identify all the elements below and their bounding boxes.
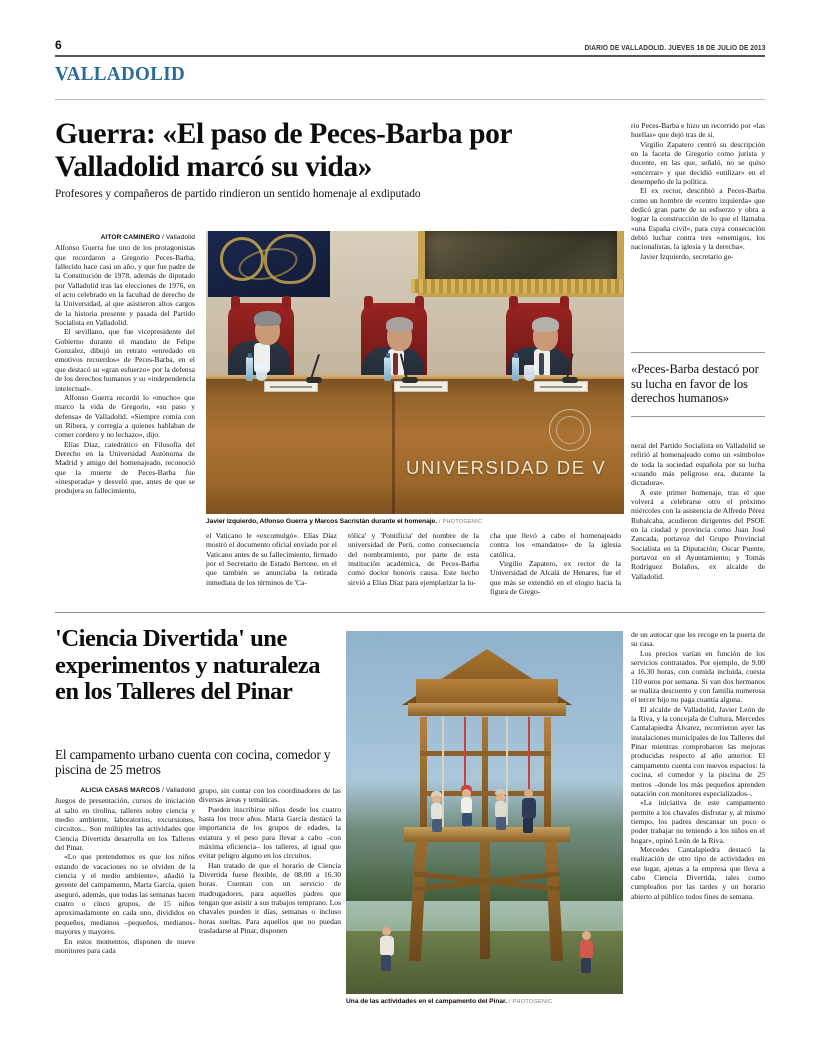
photo-water-glass (256, 365, 267, 381)
paragraph: Virgilio Zapatero centró su descripción en la faceta de Gregorio como jurista y docente, en las que, señaló, no se quiso «encerrar» y que decidió «utilizar» en el desempeño de la política. (631, 139, 765, 187)
byline-author: AITOR CAMINERO (100, 234, 161, 241)
photo-water-bottle (384, 357, 391, 381)
photo-microphone-base (402, 377, 418, 383)
article-1-column-right-bottom (631, 441, 765, 581)
photo-university-sign-text: UNIVERSIDAD DE V (406, 457, 607, 478)
article-1-headline[interactable]: Guerra: «El paso de Peces-Barba por Valladolid marcó su vida» (55, 118, 512, 183)
paragraph: Elías Díaz, catedrático en Filosofía del Derecho en la Universidad Autónoma de Madrid y amigo del homenajeado, reconoció que la muerte de Peces-Barba fue «inesperada» y desveló que, antes de que se produjera su fallecimiento, (55, 439, 195, 496)
article-2-column-2 (199, 786, 341, 936)
paragraph: Alfonso Guerra fue uno de los protagonistas que recordaron a Gregorio Peces-Barba, fallecido hace casi un año, y que fue padre de la Constitución de 1978, además de diputado por Valladolid tras las elecciones de 1976, en el acto celebrado en la facultad de derecho de la Universidad, al que asistieron altos cargos de la historia presente y pasada del Partido Socialista en Valladolid. (55, 243, 195, 328)
photo-water-bottle (512, 357, 519, 381)
photo-tower-post (544, 717, 551, 829)
byline-author: ALICIA CASAS MARCOS (80, 787, 161, 794)
article-1-column-right-top (631, 121, 765, 261)
article-1-subhead: Profesores y compañeros de partido rindieron un sentido homenaje al exdiputado (55, 188, 421, 200)
paragraph: El alcalde de Valladolid, Javier León de la Riva, y la concejala de Cultura, Mercedes Cantalapiedra Álvarez, recorrieron ayer las instalaciones municipales de los Talleres del Pinar mientras comprobaron las mejoras producidas respecto al año anterior. El campamento cuenta con nuevos espacios: la cocina, el comedor y la piscina de 25 metros –donde los más pequeños aprenden natación con monitores especializados–. (631, 704, 765, 798)
photo-heraldic-banner (208, 231, 330, 297)
article-2-column-right (631, 630, 765, 901)
photo-nameplate (534, 381, 588, 392)
photo-climbing-rope (506, 717, 508, 825)
section-underline-rule (55, 99, 765, 100)
byline-place: / Valladolid (162, 234, 195, 241)
article-1-byline (55, 233, 195, 242)
paragraph: tólica' y 'Pontificia' del nombre de la universidad de Perú, como consecuencia del nombramiento, por parte de esta institución académica, de Peces-Barba como doctor honoris causa. Este hecho sirvió a Elías Díaz para ejemplarizar la lu- (348, 531, 479, 587)
paragraph: «Lo que pretendemos es que los niños estando de vacaciones no se olviden de la ciencia y el medio ambiente», añadió la gerente del campamento, Marta García, quien aseguró, además, que todas las semanas hacen cuatro o cinco grupos, de 15 niños aproximadamente en cada uno, divididos en pequeños, medianos –pequeños, medianos- mayores y mayores. (55, 852, 195, 937)
article-1-pullquote: «Peces-Barba destacó por su lucha en favor de los derechos humanos» (631, 352, 765, 417)
photo-tower-upper-deck (408, 703, 566, 716)
caption-text: Una de las actividades en el campamento del Pinar. (346, 998, 508, 1005)
article-1-photo (206, 231, 624, 514)
photo-tower-roof-lower (416, 679, 558, 705)
photo-university-seal (549, 409, 591, 451)
photo-microphone-base (562, 377, 578, 383)
paragraph: Alfonso Guerra recordó lo «mucho» que marco la vida de Gregorio, «su paso y defensa» de Valladolid. «Siempre comía con un Ribera, y corregía a quienes hablaban de comer cordero y no lechazo», dijo. (55, 392, 195, 440)
article-2-column-1 (55, 786, 195, 955)
photo-tower-post (482, 717, 488, 829)
article-2-photo-caption (346, 998, 623, 1005)
publication-dateline: DIARIO DE VALLADOLID. JUEVES 18 DE JULIO DE 2013 (584, 43, 765, 52)
article-2-byline (55, 786, 195, 795)
paragraph: Los precios varían en función de los servicios contratados. Por ejemplo, de 9.00 a 16.30 horas, con comida incluida, cuesta 110 euros por semana. Si van dos hermanos se realiza descuento y con familia numerosa el tercer hijo no paga cuantía alguna. (631, 648, 765, 705)
paragraph: Virgilio Zapatero, ex rector de la Universidad de Alcalá de Henares, fue el que más se extendió en el elogio hacia la figura de Grego- (490, 559, 621, 597)
paragraph: Juegos de presentación, cursos de iniciación al salto en tirolina, talleres sobre ciencia y medio ambiente, laboratorios, excursiones, circuitos... Son múltiples las actividades que Ciencia Divertida desarrolla en los Talleres del Pinar. (55, 796, 195, 853)
paragraph: El ex rector, describió a Peces-Barba como un hombre de «centro izquierda» que dedicó gran parte de su esfuerzo y obra a lograr la construcción de lo que el llamaba «una España civil», para cuya consecución debió luchar contra tres «enemigos, los nacionalistas, la iglesia y la derecha». (631, 186, 765, 252)
article-2-photo (346, 631, 623, 994)
article-2-subhead: El campamento urbano cuenta con cocina, comedor y piscina de 25 metros (55, 747, 331, 778)
paragraph: neral del Partido Socialista en Valladolid se refirió al homenajeado como un «símbolo» de toda la sociedad española por su lucha «cuando más peligroso era, durante la dictadura». (631, 441, 765, 488)
section-title: VALLADOLID (55, 63, 186, 85)
article-1-column-1 (55, 233, 195, 496)
paragraph: Han tratado de que el horario de Ciencia Divertida fuese flexible, de 08.00 a 16.30 horas. Cuentan con un servicio de madrugadores, para aquellos padres que tengan que asistir a sus trabajos temprano. Los chavales pueden ir días, semanas o incluso horas sueltas. Para aquellos que no puedan trasladarse al Pinar, disponen (199, 860, 341, 936)
paragraph: rio Peces-Barba e hizo un recorrido por «las huellas» que dejó tras de sí. (631, 121, 765, 140)
paragraph: Mercedes Cantalapiedra destacó la realización de otro tipo de actividades en ese lugar, ajenas a la empresa que lleva a cabo Ciencia Divertida, tales como cumpleaños por las tardes y un horario abierto al público todos fines de semana. (631, 844, 765, 901)
paragraph: grupo, sin contar con los coordinadores de las diversas áreas y temáticas. (199, 786, 341, 805)
byline-place: / Valladolid (162, 787, 195, 794)
article-1-column-b (206, 531, 337, 587)
article-1-column-d (490, 531, 621, 596)
article-2-headline[interactable]: 'Ciencia Divertida' une experimentos y naturaleza en los Talleres del Pinar (55, 625, 320, 705)
caption-credit: / PHOTOGENIC (438, 519, 483, 525)
photo-water-bottle (246, 357, 253, 381)
paragraph: En estos momentos, disponen de nueve monitores para cada (55, 936, 195, 955)
paragraph: Javier Izquierdo, secretario ge- (640, 251, 734, 261)
paragraph: cha que llevó a cabo el homenajeado contra los «mandatos» de la iglesia católica. (490, 531, 621, 559)
photo-tower-leg (480, 841, 490, 959)
photo-tower-post (420, 717, 427, 829)
page-folio-number: 6 (55, 38, 62, 52)
photo-tower-platform (404, 827, 570, 842)
caption-credit: / PHOTOGENIC (508, 999, 553, 1005)
caption-text: Javier Izquierdo, Alfonso Guerra y Marcos Sacristán durante el homenaje. (206, 518, 438, 525)
photo-painting-frame-band (411, 279, 624, 293)
paragraph: El sevillano, que fue vicepresidente del Gobierno durante el mandato de Felipe Gonzalez, dibujó un retrato «enredado en emotivos recuerdos» de Peces-Barba, en el que destacó su «gran esfuerzo» por la defensa de los derechos humanos y su «independencia intelectual». (55, 327, 195, 393)
article-separator-rule (55, 612, 765, 613)
paragraph: el Vaticano le «excomulgó». Elías Díaz mostró el documento oficial enviado por el Vaticano antes de su fallecimiento, firmado por el Secretario de Estado Bertone, en el que también se anunciaba la retirada inmediata de los términos de 'Ca- (206, 531, 337, 587)
paragraph: «La iniciativa de este campamento permite a los chavales disfrutar y, al mismo tiempo, los padres descansar un poco o poder trabajar no teniendo a los niños en el hogar», opinó León de la Riva. (631, 798, 765, 845)
masthead-row (55, 38, 765, 54)
article-1-column-c (348, 531, 479, 587)
masthead-double-rule (55, 55, 765, 57)
paragraph: A este primer homenaje, tras el que volverá a celebrarse otro el próximo miércoles con la asistencia de Alfredo Pérez Rubalcaba, acudieron dirigentes del PSOE en la ciudad y provincia como Juan José Zancada, portavoz del Grupo Provincial Socialista en la Diputación; Oscar Puente, portavoz en el Ayuntamiento; y Tomás Rodríguez Bolaños, ex alcalde de Valladolid. (631, 487, 765, 581)
photo-nameplate (394, 381, 448, 392)
masthead (55, 38, 765, 100)
photo-microphone-base (306, 377, 322, 383)
photo-tower-rail (420, 751, 551, 756)
photo-desk-seam (392, 383, 395, 514)
paragraph: de un autocar que les recoge en la puerta de su casa. (631, 630, 765, 649)
article-1-photo-caption (206, 518, 624, 525)
paragraph: Pueden inscribirse niños desde los cuatro hasta los trece años. Marta García destacó la importancia de los grupos de edades, la estatura y el peso para llevar a cabo –con máxima eficiencia– los talleres, al igual que evitar peligro alguno en los circuitos. (199, 804, 341, 861)
photo-climbing-rope (442, 717, 444, 827)
photo-water-glass (524, 365, 535, 381)
